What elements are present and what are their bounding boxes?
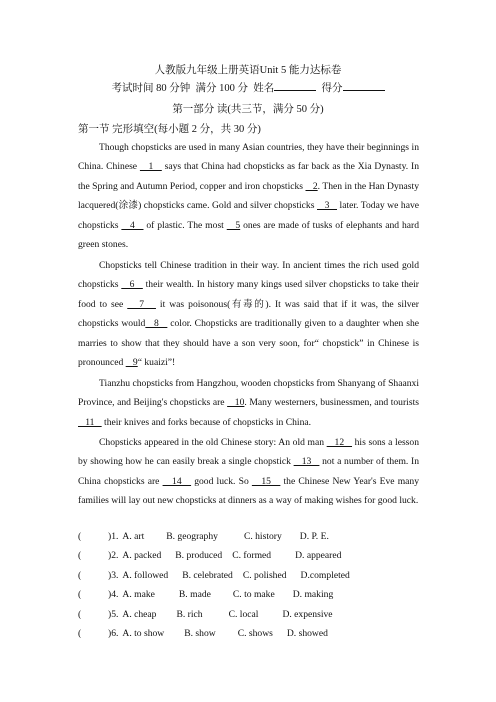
answer-blank[interactable]: 3 — [317, 200, 337, 212]
passage-text: Tianzhu chopsticks from Hangzhou, wooden chopsticks from Shanyang of Shaanxi Province, and Beijing's chopsticks are — [78, 378, 419, 409]
option-a[interactable]: A. followed — [122, 569, 169, 581]
question-row — [78, 527, 438, 546]
option-b[interactable]: B. celebrated — [182, 569, 233, 581]
answer-blank[interactable]: 10 — [227, 397, 245, 409]
passage-text: their knives and forks because of chopsticks in China. — [101, 416, 312, 428]
question-number: )1. — [108, 531, 119, 542]
answer-blank[interactable]: 14 — [162, 475, 192, 487]
passage-text: later. Today we have chopsticks — [78, 200, 420, 231]
option-b[interactable]: B. show — [184, 627, 216, 639]
name-blank[interactable] — [274, 80, 316, 91]
passage-text: . Then in the Han Dynasty lacquered(涂漆) chopsticks came. Gold and silver chopsticks — [78, 180, 419, 212]
mark-label: 得分 — [321, 83, 343, 94]
option-b[interactable]: B. made — [178, 589, 211, 601]
passage-text: Chopsticks tell Chinese tradition in their way. In ancient times the rich used gold chopsticks — [78, 260, 419, 291]
answer-blank[interactable]: 6 — [121, 279, 143, 291]
exam-title: 人教版九年级上册英语Unit 5 能力达标卷 — [154, 65, 342, 76]
passage-text: his sons a lesson by showing how he can easily break a single chopstick — [78, 437, 420, 468]
passage-paragraph-4 — [78, 433, 419, 511]
answer-blank[interactable]: 13 — [293, 456, 320, 468]
passage-text: their wealth. In history many kings used silver chopsticks to take their food to see — [78, 279, 419, 310]
option-c[interactable]: C. formed — [232, 550, 272, 562]
question-number: )4. — [108, 589, 119, 601]
answer-blank[interactable]: 15 — [251, 475, 281, 487]
section-heading: 第一节 完形填空(每小题 2 分，共 30 分) — [78, 124, 261, 135]
mark-blank[interactable] — [343, 80, 385, 91]
question-list — [78, 527, 438, 643]
answer-paren[interactable]: ( — [78, 627, 82, 639]
answer-blank[interactable]: 9 — [125, 357, 138, 369]
option-b[interactable]: B. produced — [175, 550, 223, 562]
time-label: 考试时间 80 分钟 — [111, 83, 191, 94]
passage-text: not a number of them. In China chopsticks are — [78, 456, 420, 487]
answer-blank[interactable]: 2 — [305, 180, 318, 192]
question-number: )5. — [108, 608, 119, 620]
option-a[interactable]: A. art — [122, 531, 145, 542]
passage-paragraph-1 — [78, 138, 419, 254]
option-a[interactable]: A. make — [122, 589, 155, 601]
option-c[interactable]: C. local — [228, 608, 259, 620]
option-d[interactable]: D.completed — [300, 569, 350, 581]
option-d[interactable]: D. appeared — [295, 550, 342, 562]
option-b[interactable]: B. geography — [166, 531, 218, 542]
passage-paragraph-2 — [78, 256, 419, 372]
question-row — [78, 624, 438, 643]
passage-text: Though chopsticks are used in many Asian countries, they have their beginnings in China. Chinese — [78, 142, 419, 173]
question-row — [78, 546, 438, 565]
option-c[interactable]: C. shows — [237, 627, 273, 639]
passage-text: of plastic. The most — [143, 219, 227, 231]
passage-text: the Chinese New Year's Eve many families will lay out new chopsticks at dinners as a way of making wishes for good luck. — [78, 475, 420, 507]
option-c[interactable]: C. history — [243, 531, 282, 542]
answer-blank[interactable]: 11 — [78, 416, 102, 428]
passage-text: says that China had chopsticks as far back as the Xia Dynasty. In the Spring and Autumn Period, copper and iron chopsticks — [78, 161, 420, 192]
question-number: )3. — [108, 569, 119, 581]
answer-paren[interactable]: ( — [78, 550, 82, 562]
passage-text: Chopsticks appeared in the old Chinese story: An old man — [99, 437, 327, 448]
option-a[interactable]: A. packed — [122, 550, 162, 562]
name-label: 姓名 — [253, 83, 275, 94]
option-d[interactable]: D. showed — [286, 627, 328, 639]
option-d[interactable]: D. making — [292, 589, 334, 601]
answer-paren[interactable]: ( — [78, 569, 82, 581]
exam-meta — [0, 80, 496, 95]
answer-blank[interactable]: 4 — [121, 219, 144, 231]
option-d[interactable]: D. P. E. — [299, 531, 329, 542]
option-c[interactable]: C. polished — [242, 569, 287, 581]
answer-blank[interactable]: 7 — [127, 298, 156, 310]
question-number: )2. — [108, 550, 119, 562]
passage-paragraph-3 — [78, 374, 419, 432]
part-heading: 第一部分 读(共三节，满分 50 分) — [172, 104, 324, 115]
passage-text: . Many westerners, businessmen, and tourists — [244, 397, 419, 409]
question-row — [78, 605, 438, 624]
passage-text: color. Chopsticks are traditionally given to a daughter when she marries to show that they should have a son very soon, for“ chopstick” in Chinese is pronounced — [78, 318, 420, 369]
option-a[interactable]: A. to show — [122, 627, 165, 639]
passage-text: ones are made of tusks of elephants and hard green stones. — [78, 219, 420, 251]
answer-blank[interactable]: 5 — [226, 219, 241, 231]
question-row — [78, 566, 438, 585]
answer-blank[interactable]: 8 — [145, 318, 168, 330]
answer-paren[interactable]: ( — [78, 608, 82, 620]
answer-blank[interactable]: 12 — [326, 437, 353, 448]
passage-text: “ kuaizi”! — [137, 357, 176, 369]
option-a[interactable]: A. cheap — [122, 608, 157, 620]
answer-paren[interactable]: ( — [78, 531, 82, 542]
score-label: 满分 100 分 — [195, 83, 248, 94]
passage-text: good luck. So — [191, 475, 252, 487]
option-c[interactable]: C. to make — [232, 589, 275, 601]
option-b[interactable]: B. rich — [176, 608, 203, 620]
option-d[interactable]: D. expensive — [282, 608, 333, 620]
question-number: )6. — [108, 627, 119, 639]
question-row — [78, 585, 438, 604]
passage-text: it was poisonous(有毒的). It was said that if it was, the silver chopsticks would — [78, 298, 419, 330]
answer-paren[interactable]: ( — [78, 589, 82, 601]
answer-blank[interactable]: 1 — [139, 161, 162, 173]
